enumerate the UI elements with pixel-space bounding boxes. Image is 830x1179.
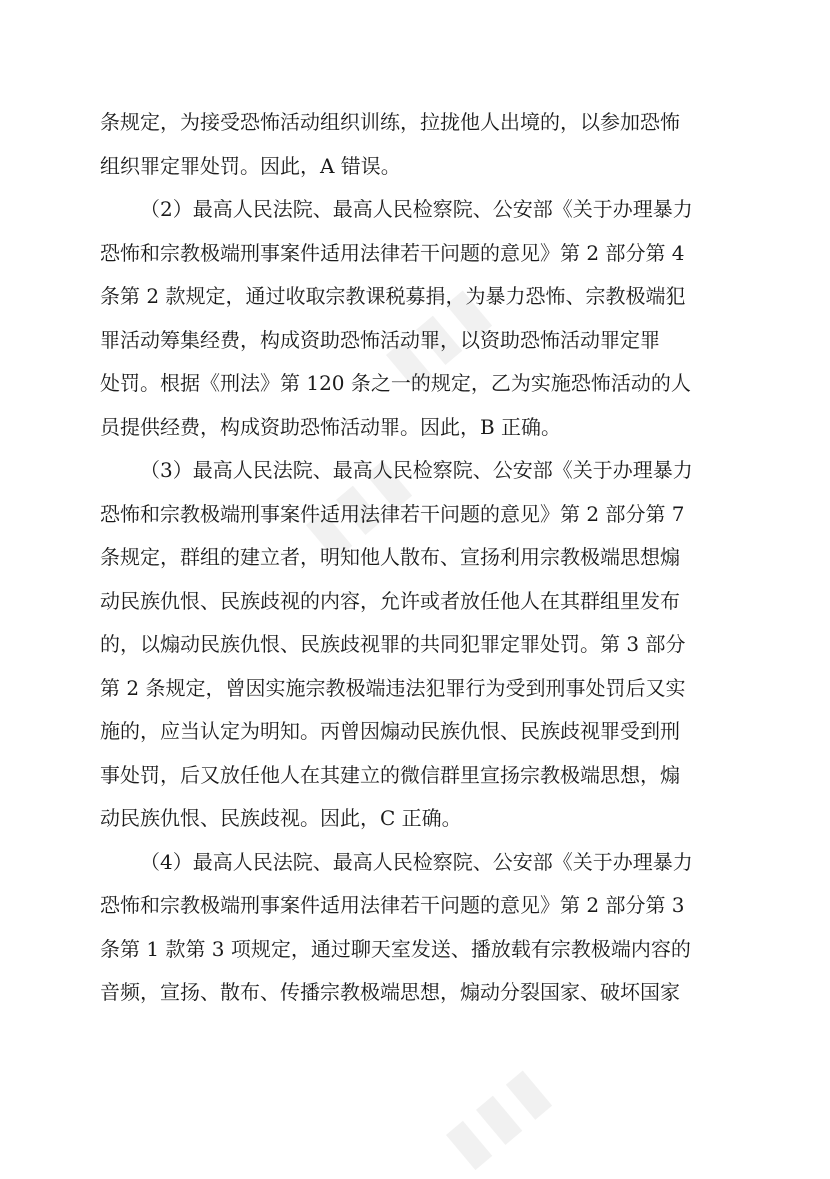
paragraph-3: [100, 449, 740, 841]
text-line: 员提供经费，构成资助恐怖活动罪。因此，B 正确。: [100, 414, 562, 439]
text-line: 事处罚，后又放任他人在其建立的微信群里宣扬宗教极端思想，煽: [100, 762, 680, 787]
text-line: 动民族仇恨、民族歧视的内容，允许或者放任他人在其群组里发布: [100, 588, 680, 613]
text-line: 恐怖和宗教极端刑事案件适用法律若干问题的意见》第 2 部分第 4: [100, 240, 685, 265]
text-line: 施的，应当认定为明知。丙曾因煽动民族仇恨、民族歧视罪受到刑: [100, 719, 680, 743]
text-line: 动民族仇恨、民族歧视。因此，C 正确。: [100, 806, 462, 830]
text-line: 音频，宣扬、散布、传播宗教极端思想，煽动分裂国家、破坏国家: [100, 980, 680, 1004]
text-line: （4）最高人民法院、最高人民检察院、公安部《关于办理暴力: [140, 849, 693, 874]
text-line: 条规定，群组的建立者，明知他人散布、宣扬利用宗教极端思想煽: [100, 545, 680, 569]
watermark: ▮▮▮: [431, 1050, 566, 1179]
text-line: （3）最高人民法院、最高人民检察院、公安部《关于办理暴力: [140, 458, 693, 482]
body-text: [100, 101, 740, 1015]
paragraph-1: [100, 101, 740, 188]
text-line: （2）最高人民法院、最高人民检察院、公安部《关于办理暴力: [140, 197, 693, 221]
text-line: 组织罪定罪处罚。因此，A 错误。: [100, 153, 401, 178]
text-line: 罪活动筹集经费，构成资助恐怖活动罪，以资助恐怖活动罪定罪: [100, 327, 660, 352]
paragraph-2: [100, 188, 740, 449]
watermark: ▮▮▮: [291, 440, 426, 570]
paragraph-4: [100, 841, 740, 1015]
text-line: 恐怖和宗教极端刑事案件适用法律若干问题的意见》第 2 部分第 7: [100, 501, 685, 526]
text-line: 第 2 条规定，曾因实施宗教极端违法犯罪行为受到刑事处罚后又实: [100, 675, 686, 700]
text-line: 条第 1 款第 3 项规定，通过聊天室发送、播放载有宗教极端内容的: [100, 936, 691, 961]
text-line: 处罚。根据《刑法》第 120 条之一的规定，乙为实施恐怖活动的人: [100, 371, 691, 395]
watermark: ▮▮▮: [371, 270, 506, 400]
text-line: 的，以煽动民族仇恨、民族歧视罪的共同犯罪定罪处罚。第 3 部分: [100, 632, 686, 656]
text-line: 恐怖和宗教极端刑事案件适用法律若干问题的意见》第 2 部分第 3: [100, 893, 685, 917]
text-line: 条规定，为接受恐怖活动组织训练，拉拢他人出境的，以参加恐怖: [100, 110, 680, 134]
text-line: 条第 2 款规定，通过收取宗教课税募捐，为暴力恐怖、宗教极端犯: [100, 284, 686, 308]
